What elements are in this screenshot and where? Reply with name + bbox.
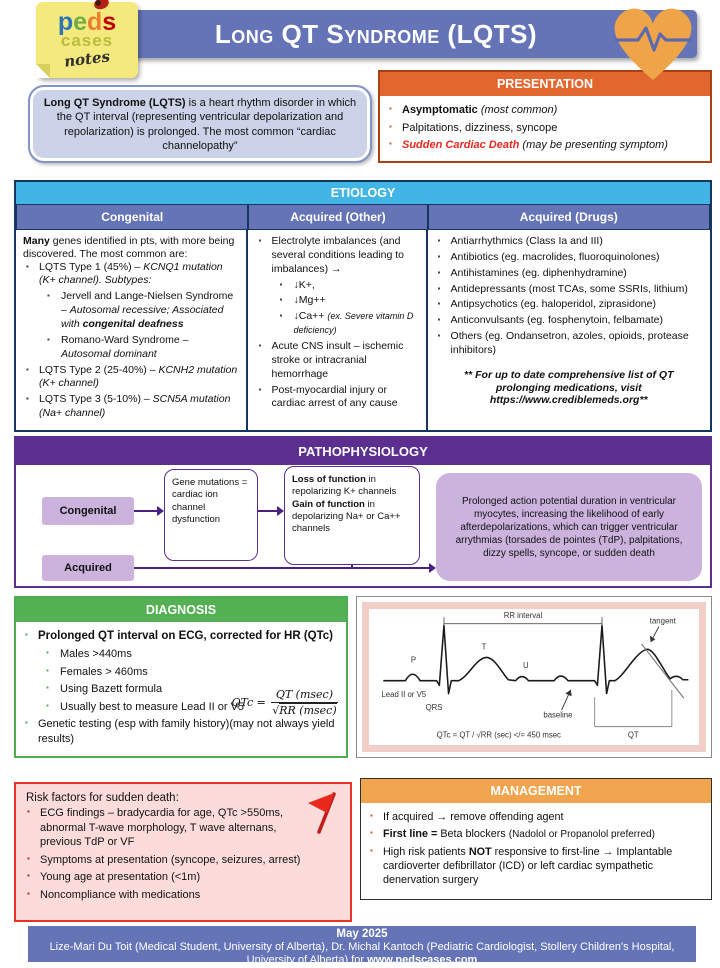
acquired-other-column-header: Acquired (Other): [248, 204, 427, 230]
qt-label: QT: [627, 730, 639, 740]
folded-corner: [36, 64, 50, 78]
diagnosis-subitem: ▪ Using Bazett formula: [22, 682, 338, 697]
formula-numerator: QT (msec): [271, 688, 338, 703]
etiology-subitem: ▪ ↓K+,: [255, 279, 418, 293]
risk-item: ▪ Young age at presentation (<1m): [24, 870, 340, 885]
etiology-subitem: [23, 290, 239, 332]
presentation-item-note: (may be presenting symptom): [519, 139, 668, 152]
logo-letter: s: [102, 8, 117, 36]
page-title: Long QT Syndrome (LQTS): [214, 18, 538, 49]
flow-gene-mutations-box: Gene mutations = cardiac ion channel dysfunction: [164, 469, 258, 561]
risk-item: ▪ Symptoms at presentation (syncope, seizures, arrest): [24, 853, 340, 868]
acquired-drugs-column: [428, 230, 710, 430]
item-text-bold-italic: congenital deafness: [82, 318, 184, 331]
footer-authors: [28, 941, 696, 968]
etiology-subitem: ▪ ↓Mg++: [255, 294, 418, 308]
management-item: [367, 845, 703, 888]
arrowhead-icon: [157, 506, 164, 516]
etiology-item: ▪ Antibiotics (eg. macrolides, fluoroquinolones): [435, 251, 703, 265]
arrowhead-icon: [277, 506, 284, 516]
presentation-item: ▪ Palpitations, dizziness, syncope: [386, 121, 702, 136]
etiology-panel: [14, 180, 712, 432]
management-item-text: High risk patients: [383, 845, 469, 858]
item-text-italic: Autosomal recessive; Associated with: [61, 304, 224, 331]
loss-of-function-rest: in repolarizing K+ channels: [292, 474, 397, 498]
flow-loss-gain-box: [284, 466, 420, 565]
diagnosis-panel: [14, 596, 348, 758]
bazett-formula: [231, 688, 338, 717]
risk-item: ▪ Noncompliance with medications: [24, 888, 340, 903]
t-wave-label: T: [481, 642, 487, 652]
not-emphasis: NOT: [468, 845, 492, 858]
congenital-intro: [23, 235, 239, 261]
item-text: Romano-Ward Syndrome –: [61, 333, 189, 346]
etiology-item: ▪ Antihistamines (eg. diphenhydramine): [435, 267, 703, 281]
flow-connector: [258, 510, 278, 512]
item-text: LQTS Type 2 (25-40%) –: [39, 363, 159, 376]
loss-of-function-text: Loss of function: [292, 474, 366, 485]
logo-word-cases: cases: [60, 31, 114, 50]
etiology-item: ▪ Acute CNS insult – ischemic stroke or intracranial hemorrhage: [255, 340, 418, 382]
qtc-caption: QTc = QT / √RR (sec) </= 450 msec: [436, 730, 561, 740]
u-wave-label: U: [522, 660, 529, 670]
management-panel: [360, 778, 712, 900]
etiology-item: ▪ Others (eg. Ondansetron, azoles, opioids, protease inhibitors): [435, 330, 703, 358]
item-gene: SCN5A mutation (Na+ channel): [39, 393, 231, 420]
tangent-arrowhead: [650, 636, 656, 642]
pedscases-notes-logo: [36, 2, 138, 78]
congenital-column: [16, 230, 248, 430]
flow-acquired-box: Acquired: [42, 555, 134, 581]
congenital-intro-text: genes identified in pts, with more being discovered. The most common are:: [23, 235, 235, 260]
congenital-column-header: Congenital: [16, 204, 248, 230]
etiology-item: [23, 393, 239, 421]
definition-box: [28, 85, 372, 163]
diagnosis-subitem: ▪ Females > 460ms: [22, 665, 338, 680]
formula-denominator-text: RR (msec): [279, 704, 337, 717]
management-item: ▪ If acquired → remove offending agent: [367, 810, 703, 824]
etiology-item: ▪ Electrolyte imbalances (and several conditions leading to imbalances) →: [255, 235, 418, 277]
flow-connector: [134, 567, 432, 569]
sudden-cardiac-death-text: Sudden Cardiac Death: [402, 139, 520, 152]
ecg-figure: [356, 596, 712, 758]
risk-factors-panel: [14, 782, 352, 922]
p-wave-label: P: [410, 655, 417, 665]
heart-ecg-icon: [600, 0, 706, 84]
presentation-header: PRESENTATION: [380, 72, 710, 96]
formula-denominator: [271, 703, 338, 717]
etiology-item: ▪ Antidepressants (most TCAs, some SSRIs, lithium): [435, 283, 703, 297]
footer-date: May 2025: [336, 928, 388, 940]
etiology-item: ▪ Antipsychotics (eg. haloperidol, ziprasidone): [435, 298, 703, 312]
logo-letter: d: [87, 8, 103, 36]
etiology-item: ▪ Anticonvulsants (eg. fosphenytoin, felbamate): [435, 314, 703, 328]
presentation-item: [386, 138, 702, 153]
diagnosis-subitem: ▪ Males >440ms: [22, 647, 338, 662]
footer-credit-text: Lize-Mari Du Toit (Medical Student, University of Alberta), Dr. Michal Kantoch (Pediatric Cardiologist, Stollery Children's Hospital, University of Alberta) for: [49, 941, 675, 967]
item-note: (ex. Severe vitamin D deficiency): [293, 311, 414, 336]
item-text: LQTS Type 1 (45%) –: [39, 260, 144, 273]
risk-title: Risk factors for sudden death:: [26, 792, 179, 804]
flow-outcome-box: Prolonged action potential duration in ventricular myocytes, increasing the likelihood of early afterdepolarizations, which can trigger ventricular arrythmias (torsades de pointes (TdP), palpitations, dizzy spells, syncope, or sudden death: [436, 473, 702, 581]
arrowhead-icon: [429, 563, 436, 573]
logo-word-peds: [36, 8, 138, 36]
item-text: Jervell and Lange-Nielsen Syndrome –: [61, 290, 234, 317]
presentation-item: [386, 103, 702, 118]
diagnosis-item: ▪ Prolonged QT interval on ECG, corrected for HR (QTc): [22, 629, 338, 644]
gain-of-function-text: Gain of function: [292, 498, 365, 510]
pathophysiology-header: PATHOPHYSIOLOGY: [16, 438, 710, 465]
etiology-item: ▪ Post-myocardial injury or cardiac arrest of any cause: [255, 384, 418, 412]
acquired-other-column: [248, 230, 427, 430]
pathophysiology-flowchart: [16, 465, 710, 586]
etiology-item: [23, 261, 239, 289]
ecg-frame: [362, 602, 706, 752]
baseline-label: baseline: [543, 710, 573, 720]
etiology-column-headers: [16, 204, 710, 230]
logo-word-notes: notes: [63, 47, 111, 71]
item-gene: KCNH2 mutation (K+ channel): [39, 363, 238, 390]
qrs-label: QRS: [425, 703, 443, 713]
flow-connector: [134, 510, 158, 512]
management-header: MANAGEMENT: [361, 779, 711, 803]
logo-letter: p: [57, 8, 74, 36]
management-item-note: (Nadolol or Propanolol preferred): [508, 829, 655, 841]
congenital-intro-bold: Many: [23, 235, 50, 247]
lead-label: Lead II or V5: [381, 690, 427, 700]
management-item-text: Beta blockers: [440, 828, 509, 841]
risk-item: ▪ ECG findings – bradycardia for age, QTc >550ms, abnormal T-wave morphology, T wave alternans, previous TdP or VF: [24, 806, 340, 850]
etiology-header: ETIOLOGY: [16, 182, 710, 204]
pathophysiology-panel: [14, 436, 712, 588]
tangent-label: tangent: [649, 616, 676, 626]
etiology-subitem: [23, 334, 239, 362]
acquired-drugs-column-header: Acquired (Drugs): [428, 204, 710, 230]
footer-credits: [28, 926, 696, 967]
formula-lhs: QTc =: [231, 696, 266, 709]
item-text: ↓Ca++: [293, 310, 328, 323]
management-item-text: responsive to first-line → Implantable cardioverter defibrillator (ICD) or left cardiac sympathetic denervation surgery: [383, 845, 673, 886]
ecg-diagram: [369, 609, 699, 745]
management-item: [367, 827, 703, 841]
definition-text: is a heart rhythm disorder in which the QT interval (representing ventricular depolarization and repolarization) is prolonged. The most common “cardiac channelopathy”: [56, 97, 357, 152]
presentation-item-note: (most common): [477, 104, 558, 116]
pedscases-url: www.pedscases.com: [367, 954, 478, 967]
rr-interval-label: RR interval: [503, 611, 543, 621]
presentation-item-text: Asymptomatic: [402, 104, 478, 116]
etiology-item: ▪ Antiarrhythmics (Class Ia and III): [435, 235, 703, 249]
logo-letter: e: [73, 8, 87, 36]
first-line-text: First line =: [383, 828, 441, 841]
gain-of-function-rest: in depolarizing Na+ or Ca++ channels: [292, 498, 401, 535]
item-text-italic: Autosomal dominant: [61, 347, 157, 360]
etiology-item: [23, 364, 239, 392]
item-text: LQTS Type 3 (5-10%) –: [39, 393, 153, 406]
etiology-subitem: [255, 310, 418, 338]
diagnosis-header: DIAGNOSIS: [16, 598, 346, 622]
definition-lead: Long QT Syndrome (LQTS): [43, 97, 186, 109]
crediblemeds-note: ** For up to date comprehensive list of QT prolonging medications, visit https://www.crediblemeds.org**: [464, 368, 674, 407]
item-gene: KCNQ1 mutation (K+ channel). Subtypes:: [39, 260, 223, 287]
sqrt-symbol: √: [272, 704, 280, 717]
flow-congenital-box: Congenital: [42, 497, 134, 525]
diagnosis-subitem: ▪ Usually best to measure Lead II or V5: [22, 700, 338, 715]
diagnosis-item: ▪ Genetic testing (esp with family history)(may not always yield results): [22, 717, 338, 746]
